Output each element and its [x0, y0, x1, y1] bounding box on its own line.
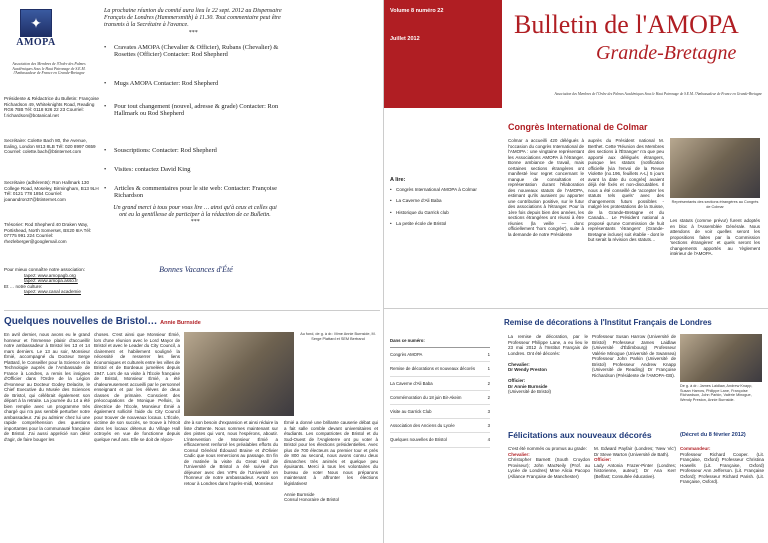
remise-col-1: La remise de décoration, par le Professeur Philippe Lane, a eu lieu le 23 mai 2012 à l'Institut Français de Londres. Ont été décorés: Chevalier: Dr Wendy Preston Officier: Dr Annie Burnside (Université de Bristol) [508, 334, 588, 394]
issue-date: Juillet 2012 [390, 36, 420, 42]
link-amopa-fr[interactable]: tapez: www.amopa.asso.fr [24, 278, 78, 283]
bulletin-subtitle: Grande-Bretagne [596, 42, 737, 64]
congres-col-3: Les statuts (comme prévu!) furent adoptés en bloc à l'Assemblée Générale. Nous attendons de voir quelles seront les propositions faites par la Commission 'sections étrangères' et quels seront les changements apportés au 'règlement intérieur de l'AMOPA. [670, 218, 760, 256]
toc-title: Dans ce numéro: [390, 338, 425, 343]
congres-col-2: auprès du Président national M. Berthet. Cette 'Réunion des Membres des sections à l'Étranger' n'a que peu apporté aux délégués étrangers, puisque les statuts (notification officielle [via l'envoi de la Revue Violette (no.196, feuillets A-L) 5 jours avant la date du congrès] avaient déjà été fixés et non-discutables. Il nous a été conseillé de 'accepter les statuts tels quels' avec des changements futurs possibles - malgré les protestations de la Suisse, de la Grande-Bretagne et du Canada… Le Président national a proposé qu'une Commission de huit représentants 'étrangers' (Grande-Bretagne incluse) soit établie - dont le but serait la révision des statuts… [588, 138, 664, 242]
front-page [384, 0, 768, 543]
bristol-photo [184, 332, 294, 416]
divider [4, 310, 380, 311]
felicitations-col-1: C'est été nommés ou promus au grade: Chevalier: Christopher Barnett (South Croydon Proviseur); John MacNeily (Prof. au Lycée de Londres) Mme Alicia Pacopo (Alliance Française de Manchester) [508, 446, 590, 479]
a-lire-item: • La petite école de Bristol [390, 221, 490, 227]
services-list [104, 185, 282, 202]
toc-item[interactable]: Association des Anciens du Lycée 3 [390, 419, 490, 433]
bulletin-tagline: Association des Membres de l'Ordre des Palmes Académiques Sous le Haut Patronage de S.E.M. l'Ambassadeur de France en Grande-Bretagne [554, 92, 762, 96]
remise-title: Remise de décorations à l'Institut Français de Londres [504, 318, 712, 327]
services-list [104, 103, 282, 120]
services-list [104, 44, 282, 61]
links-box: Pour mieux connaître notre association: tapez: www.amopagb.org tapez: www.amopa.asso.fr Et … notre culture: tapez: www.canal academie [4, 267, 114, 295]
congres-col-1: Colmar a accueilli 420 délégués à l'occasion du congrès International de l'AMOPA : une vingtaine représentant les Associations AMOPA à l'étranger. Bonne ambiance de travail, mais certaines sections étrangères ont manifesté leur regret concernant le manque de consultation et représentation durant l'élaboration des nouveaux statuts de l'AMOPA, estimant qu'ils auraient pu apporter une contribution positive, sur le futur des associations à l'étranger. Pour la 1ère fois depuis bien des années, les sections étrangères ont réussi à être réunies (la veille — donc officiellement 'hors congrès'), suite à la demande de notre Présidente [508, 138, 584, 237]
amopa-logo: ✦ AMOPA [10, 9, 62, 48]
a-lire-item: • Historique du Garrick club [390, 210, 490, 216]
felicitations-col-3: Commandeur: Professeur Richard Cooper. (Lit. Française, Oxford) Professeur Christina Howells (Lit. Française, Oxford) Professeur Ann Jefferson. (Lit. Française Oxford); Professeur Richard Parish. (Lit. Française, Oxford). [680, 446, 764, 484]
remise-photo-caption: De g. à dr.: James Laidlaw, Andrew Knapp, Susan Harrow, Philippe Lane, Françoise Richardson, John Parkin, Valérie Minogue, Wendy Preston, Annie Burnside. [680, 384, 753, 402]
a-lire-item: • La Caverne d'Ali Baba [390, 198, 490, 204]
committee-note: La prochaine réunion du comité aura lieu le 22 sept. 2012 au Dispensaire Français de Londres (Hammersmith) à 11.30. Tout commentaire peut être transmis à la Secrétaire à l'avance. *** [104, 8, 282, 36]
volume-label: Volume 8 numéro 22 [390, 8, 444, 14]
toc-item[interactable]: Remise de décorations et nouveaux décorés 1 [390, 362, 490, 376]
thanks-message: Un grand merci à tous pour vous lire … ainsi qu'à ceux et celles qui ont eu la gentillesse de participer à la rédaction de ce Bulletin. *** [113, 205, 277, 225]
toc-item[interactable]: Congrès AMOPA 1 [390, 348, 490, 362]
contact-secretary: Secrétaire: Colette Bach 80, the Avenue, Ealing, London W13 8LB Tél: 020 8997 0659 Courriel: colette.bach@btinternet.com [4, 138, 96, 154]
bristol-col-2: choses. C'est ainsi que Monsieur Émié, lors d'une réunion avec le Lord Mayor de Bristol et avec le Leader du City Council, a clairement et habilement souligné la nécessité de resserrer les liens économiques et culturels entre les villes de Bristol et de Bordeaux jumelées depuis 1947. Lors de sa visite à l'École française de Bristol, Monsieur Émié, a été chaleureusement accueilli par le personnel enseignant et par les élèves de deux classes de primaire. Conscient des préoccupations de Monique Pellois, la directrice de l'École, Monsieur Émié a également sollicité l'aide du City Council pour trouver de nouveaux locaux. L'École, victime de son succès, se trouve à l'étroit dans les locaux détenus du Village Hall octroyés en vue de fonctionne depuis quelque neuf ans. Elle se doit de répon- [94, 332, 180, 442]
palm-emblem-icon: ✦ [20, 9, 52, 37]
contact-treasurer: Trésorier: Rod Shepherd 40 Draken Way, Portishead, North Somerset, BS20 6IA Tél: 07775 991 224 Courriel: rhezleberger@googlemail.com [4, 222, 92, 244]
congres-photo-caption: Représentants des sections étrangères au Congrès de Colmar [671, 200, 759, 209]
bulletin-title: Bulletin de l'AMOPA [514, 10, 739, 39]
toc-item[interactable]: Commémoration du 18 juin Bir-Akeim 2 [390, 391, 490, 405]
service-item: • Souscriptions: Contacter: Rod Shepherd [104, 147, 282, 154]
congres-photo [670, 138, 760, 198]
contact-membership: Secrétaire (adhérents): Ron Hallmark 130 College Road, Moseley, Birmingham, B13 9LH Tél: 0121 778 1854 Courriel: joanandron37@btinternet.com [4, 180, 99, 202]
contact-president: Présidente & Rédactrice du Bulletin: Françoise Richardson 49, Whiteknights Road, Reading RG6 7BB Tél: 0118 926 22 23 Courriel: f.richardson@botanical.net [4, 96, 99, 118]
services-list [104, 80, 282, 89]
service-item: • Visites: contactez David King [104, 166, 282, 173]
a-lire-box: A lire: • Congrès International AMOPA à Colmar • La Caverne d'Ali Baba • Historique du Garrick club • La petite école de Bristol [390, 178, 490, 233]
remise-col-2: Professeur Susan Harrow (Université de Bristol) Professeur James Laidlaw (Université d'Édimbourg) Professeur Valérie Minogue (Université de Swansea) Professeur John Parkin (Université de Bristol) Professeur Andrew Knapp (Université de Reading) Dr Françoise Richardson (Présidente de l'AMOPA-GB). [592, 334, 676, 378]
bristol-col-1: En avril dernier, nous avons eu le grand honneur et l'immense plaisir d'accueillir notre ambassadeur à Bristol les 13 et 14 mars derniers. Le 13 au soir, Monsieur Émié, accompagné du Docteur Serge Plattard, le Conseiller pour la Science et la Technologie auprès de l'Ambassade de France à Londres, a remis les insignes d'Officier dans l'Ordre de la Légion d'Honneur au Docteur Godey Delacite, le Chief Executive du Musée des Sciences de Bristol, qui célébrait également son départ à la retraite. La journée du 14 a été bien remplie avec un programme très chargé qui n'a pas semblé perturber notre ambassadeur. J'ai pu admirer chez lui une rapide compréhension des questions importantes pour la communauté française de Bristol. J'ai aussi apprécié son désir d'agir, de faire bouger les [4, 332, 90, 442]
services-list [104, 147, 282, 156]
service-item: • Mugs AMOPA Contacter: Rod Shepherd [104, 80, 282, 87]
link-amopagb[interactable]: tapez: www.amopagb.org [24, 272, 76, 278]
bristol-title: Quelques nouvelles de Bristol… Annie Burnside [4, 316, 201, 327]
congres-title: Congrès International de Colmar [508, 122, 648, 132]
felicitations-date: (Décret du 8 février 2012) [680, 432, 746, 438]
service-item: • Articles & commentaires pour le site web: Contacter: Françoise Richardson [104, 185, 282, 200]
bristol-col-4: Émié a donné une brillante causerie débat qui a fait salle comble devant universitaires et étudiants. Les compatriotes de Bristol et du Sud-Ouest de l'Angleterre ont pu voter à Bristol pour les élections présidentielles. Avec plus de 700 électeurs au premier tour et près de 800 au second, nous avons connu deux dimanches très animés et quelque peu épuisants. Merci à tous les volontaires du bureau de vote! Nous nous préparons maintenant à affronter les élections législatives! Annie Burnside Consul Honoraire de Bristol [284, 420, 378, 502]
table-of-contents [390, 334, 490, 448]
toc-item[interactable]: Visite au Garrick Club 3 [390, 405, 490, 419]
link-canal-academie[interactable]: tapez: www.canal academie [24, 289, 81, 294]
felicitations-title: Félicitations aux nouveaux décorés [508, 430, 652, 440]
service-item: • Pour tout changement (nouvel, adresse & grade) Contacter: Ron Hallmark ou Rod Shepherd [104, 103, 282, 118]
bristol-photo-caption: Au fond, de g. à dr.: Mme Annie Burnside, M. Serge Plattard et SEM Bertrand [300, 332, 376, 341]
divider [384, 308, 768, 309]
remise-photo [680, 334, 762, 382]
felicitations-col-2: M. Edward Payfair (Londres; 'New Vic') Dr Steve Warton (Université de Bath). Officier: Lady Antonia Frazer-Pinter (Londres; historienne, auteur); Dr Ana Kerr (Belfast; Consultée éducative). [594, 446, 676, 479]
bristol-col-3: dre à son besoin d'expansion et ainsi réduire la liste d'attente. Nous sommes maintenant sur des pistes qui vont, nous l'espérons, aboutir. L'intervention de Monsieur Émié a efficacement renforcé les préalables efforts du Consul Général Édouard Braine et d'Olivier Cadic que nous remercions au passage. En fin de matinée la visite du Great Hall de l'Université de Bristol a été suivie d'un déjeuner avec des VIPs de l'Université en l'honneur de notre ambassadeur. Avant son retour à Londres dans l'après-midi, Monsieur [184, 420, 278, 486]
toc-item[interactable]: La Caverne d'Ali Baba 2 [390, 377, 490, 391]
bonnes-vacances: Bonnes Vacances d'Été [159, 265, 233, 274]
a-lire-item: • Congrès International AMOPA à Colmar [390, 187, 490, 193]
association-tagline: Association des Membres de l'Ordre des Palmes Académiques Sous le Haut Patronage de S.E.M. l'Ambassadeur de France en Grande-Bretagne [12, 62, 86, 76]
service-item: • Cravates AMOPA (Chevalier & Officier), Rubans (Chevalier) & Rosettes (Officier) Contacter: Rod Shepherd [104, 44, 282, 59]
issue-banner [384, 0, 502, 108]
toc-item[interactable]: Quelques nouvelles de Bristol 4 [390, 433, 490, 447]
services-list [104, 166, 282, 175]
